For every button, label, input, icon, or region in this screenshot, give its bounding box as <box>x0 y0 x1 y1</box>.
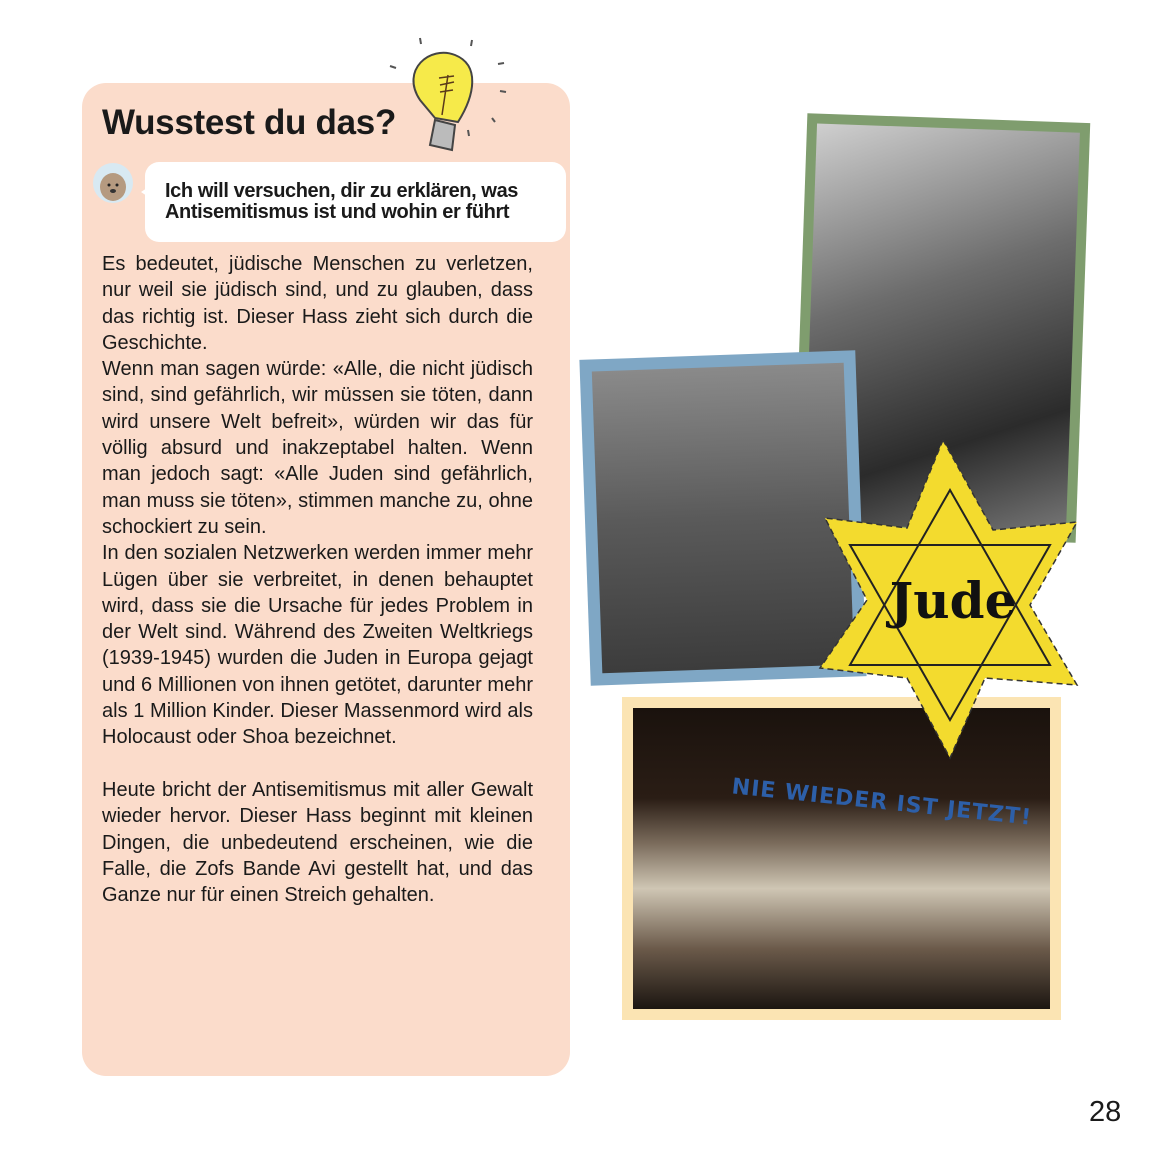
star-label: Jude <box>889 571 1017 630</box>
bubble-line: Ich will versuchen, dir zu erklären, was <box>165 180 519 202</box>
paragraph: Heute bricht der Antisemitismus mit aller Gewalt wieder hervor. Dieser Hass beginnt mit kleinen Dingen, die unbedeutend erscheinen, wie die Falle, die Zofs Bande Avi gestellt hat, und das Ganze nur für einen Streich gehalten. <box>102 778 533 907</box>
speech-bubble <box>145 162 566 242</box>
page-number: 28 <box>1089 1096 1122 1128</box>
paragraph: Wenn man sagen würde: «Alle, die nicht jüdisch sind, sind gefährlich, wir müssen sie töten, dann wird unsere Welt befreit», würden wir das für völlig absurd und inakzeptabel halten. Wenn man jedoch sagt: «Alle Juden sind gefährlich, man muss sie töten», stimmen manche zu, ohne schockiert zu sein. <box>102 358 533 538</box>
body-text <box>102 251 533 908</box>
page-title: Wusstest du das? <box>102 103 397 142</box>
gate-projection-text: NIE WIEDER IST JETZT! <box>730 774 1034 831</box>
avatar <box>93 163 133 203</box>
bubble-line: Antisemitismus ist und wohin er führt <box>165 201 510 223</box>
yellow-star-badge <box>815 440 1085 760</box>
lightbulb-icon <box>380 30 510 160</box>
paragraph: Es bedeutet, jüdische Menschen zu verletzen, nur weil sie jüdisch sind, und zu glauben, dass das richtig ist. Dieser Hass zieht sich durch die Geschichte. <box>102 253 533 354</box>
paragraph: In den sozialen Netzwerken werden immer mehr Lügen über sie verbreitet, in denen behauptet wird, dass sie die Ursache für jedes Problem in der Welt sind. Während des Zweiten Weltkriegs (1939-1945) wurden die Juden in Europa gejagt und 6 Millionen von ihnen getötet, darunter mehr als 1 Million Kinder. Dieser Massenmord wird als Holocaust oder Shoa bezeichnet. <box>102 542 533 749</box>
